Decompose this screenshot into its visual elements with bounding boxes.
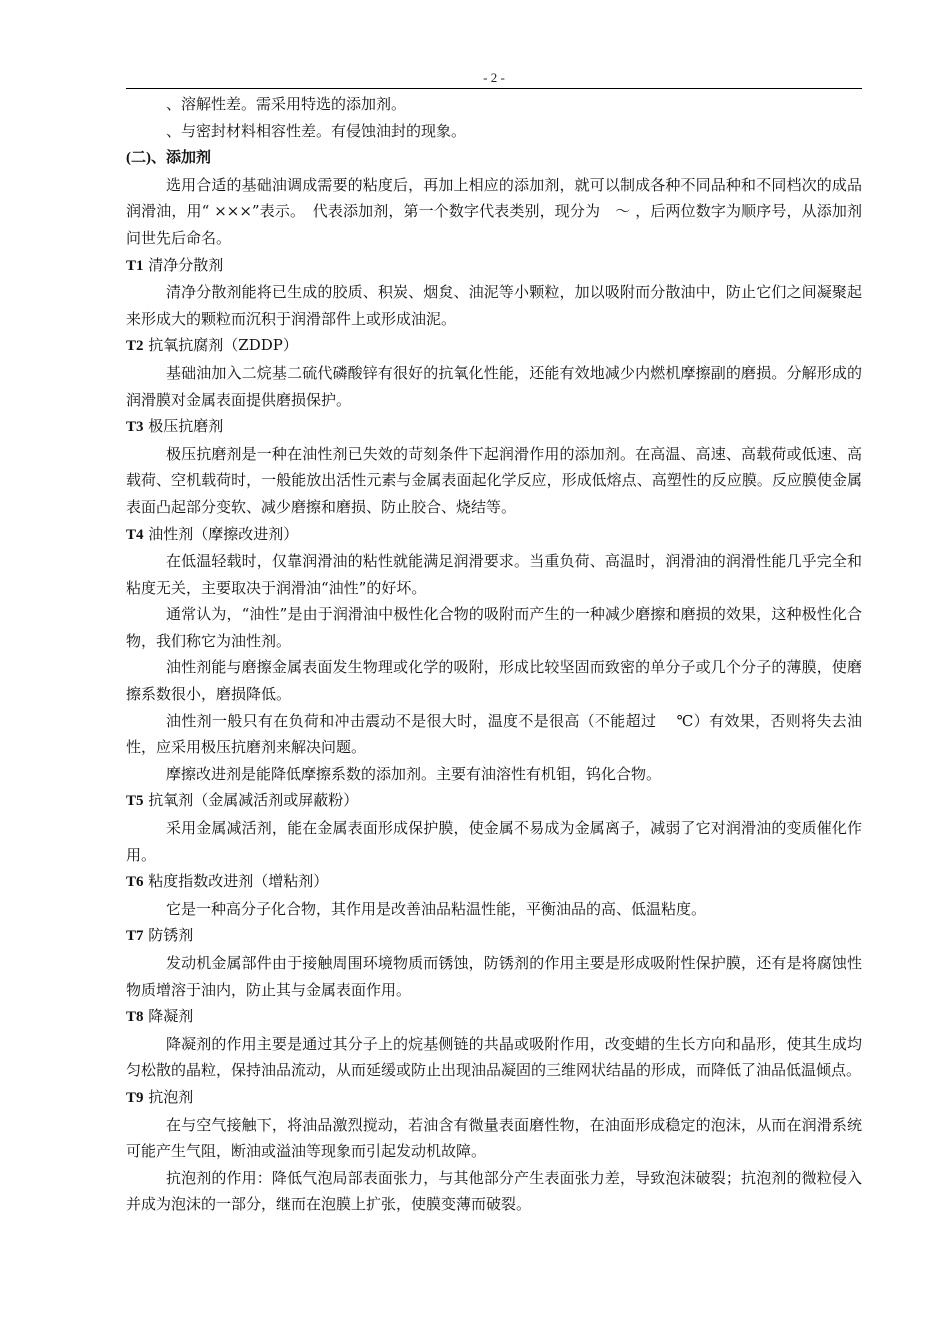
paragraph: 选用合适的基础油调成需要的粘度后，再加上相应的添加剂，就可以制成各种不同品种和不同档次的成品润滑油，用“ ×××”表示。 代表添加剂，第一个数字代表类别，现分为 ～ ，后两位数字为顺序号，从添加剂问世先后命名。 bbox=[126, 175, 862, 247]
section-heading bbox=[126, 922, 862, 950]
section-heading bbox=[126, 1003, 862, 1031]
section-heading bbox=[126, 332, 862, 360]
heading-text: 抗泡剂 bbox=[143, 1087, 194, 1106]
paragraph: 、与密封材料相容性差。有侵蚀油封的现象。 bbox=[166, 121, 467, 140]
heading-tag: T2 bbox=[126, 338, 144, 355]
paragraph: 在低温轻载时，仅靠润滑油的粘性就能满足润滑要求。当重负荷、高温时，润滑油的润滑性能几乎完全和粘度无关，主要取决于润滑油“油性”的好坏。 bbox=[126, 552, 862, 597]
heading-tag: T6 bbox=[126, 874, 144, 891]
heading-tag: T5 bbox=[126, 793, 144, 810]
paragraph: 发动机金属部件由于接触周围环境物质而锈蚀，防锈剂的作用主要是形成吸附性保护膜，还有是将腐蚀性物质增溶于油内，防止其与金属表面作用。 bbox=[126, 954, 862, 999]
heading-text: 抗氧剂（金属减活剂或屏蔽粉） bbox=[143, 791, 359, 810]
paragraph: 、溶解性差。需采用特选的添加剂。 bbox=[166, 95, 407, 113]
paragraph: 极压抗磨剂是一种在油性剂已失效的苛刻条件下起润滑作用的添加剂。在高温、高速、高载荷或低速、高载荷、空机载荷时，一般能放出活性元素与金属表面起化学反应，形成低熔点、高塑性的反应膜。反应膜使金属表面凸起部分变软、减少磨擦和磨损、防止胶合、烧结等。 bbox=[126, 444, 862, 516]
section-heading bbox=[126, 521, 862, 549]
header-rule bbox=[126, 88, 862, 89]
heading-text: 清净分散剂 bbox=[143, 255, 224, 274]
paragraph: 清净分散剂能将已生成的胶质、积炭、烟炱、油泥等小颗粒，加以吸附而分散油中，防止它们之间凝聚起来形成大的颗粒而沉积于润滑部件上或形成油泥。 bbox=[126, 283, 862, 328]
paragraph: 采用金属减活剂，能在金属表面形成保护膜，使金属不易成为金属离子，减弱了它对润滑油的变质催化作用。 bbox=[126, 819, 862, 864]
heading-text: 极压抗磨剂 bbox=[143, 417, 224, 436]
heading-text: 油性剂（摩擦改进剂） bbox=[143, 524, 299, 543]
heading-tag: T7 bbox=[126, 928, 144, 945]
paragraph: 降凝剂的作用主要是通过其分子上的烷基侧链的共晶或吸附作用，改变蜡的生长方向和晶形，使其生成均匀松散的晶粒，保持油品流动，从而延缓或防止出现油品凝固的三维网状结晶的形成，而降低了油品低温倾点。 bbox=[126, 1034, 862, 1080]
section-heading bbox=[126, 868, 862, 896]
heading-tag: T1 bbox=[126, 257, 144, 274]
paragraph: 油性剂能与磨擦金属表面发生物理或化学的吸附，形成比较坚固而致密的单分子或几个分子的薄膜，使磨擦系数很小，磨损降低。 bbox=[126, 658, 862, 704]
heading-tag: T9 bbox=[126, 1089, 144, 1106]
heading-tag: T8 bbox=[126, 1009, 144, 1026]
paragraph: 通常认为，“油性”是由于润滑油中极性化合物的吸附而产生的一种减少磨擦和磨损的效果，这种极性化合物，我们称它为油性剂。 bbox=[126, 605, 862, 650]
heading-tag: T4 bbox=[126, 526, 144, 543]
paragraph: 它是一种高分子化合物，其作用是改善油品粘温性能，平衡油品的高、低温粘度。 bbox=[166, 899, 707, 918]
heading-text: 粘度指数改进剂（增粘剂） bbox=[143, 872, 329, 891]
paragraph: 抗泡剂的作用：降低气泡局部表面张力，与其他部分产生表面张力差，导致泡沫破裂；抗泡剂的微粒侵入并成为泡沫的一部分，继而在泡膜上扩张，使膜变薄而破裂。 bbox=[126, 1168, 862, 1214]
paragraph: 摩擦改进剂是能降低摩擦系数的添加剂。主要有油溶性有机钼，钨化合物。 bbox=[166, 764, 662, 783]
section-heading bbox=[126, 252, 862, 280]
heading-text: 抗氧抗腐剂（ZDDP） bbox=[143, 336, 298, 355]
paragraph: 油性剂一般只有在负荷和冲击震动不是很大时，温度不是很高（不能超过 ℃）有效果，否则将失去油性，应采用极压抗磨剂来解决问题。 bbox=[126, 711, 862, 757]
page-number: - 2 - bbox=[483, 70, 505, 85]
heading-text: 防锈剂 bbox=[143, 926, 194, 945]
heading-tag: T3 bbox=[126, 419, 144, 436]
paragraph: 在与空气接触下，将油品激烈搅动，若油含有微量表面磨性物，在油面形成稳定的泡沫，从而在润滑系统可能产生气阻，断油或溢油等现象而引起发动机故障。 bbox=[126, 1115, 862, 1161]
paragraph: 基础油加入二烷基二硫代磷酸锌有很好的抗氧化性能，还能有效地减少内燃机摩擦副的磨损。分解形成的润滑膜对金属表面提供磨损保护。 bbox=[126, 363, 862, 409]
heading-text: 降凝剂 bbox=[143, 1007, 194, 1026]
section-heading bbox=[126, 413, 862, 441]
section-heading bbox=[126, 1084, 862, 1112]
section-heading bbox=[126, 787, 862, 815]
section-heading bbox=[126, 144, 862, 172]
heading-tag: (二)、添加剂 bbox=[126, 150, 211, 167]
document-body bbox=[126, 91, 862, 1218]
